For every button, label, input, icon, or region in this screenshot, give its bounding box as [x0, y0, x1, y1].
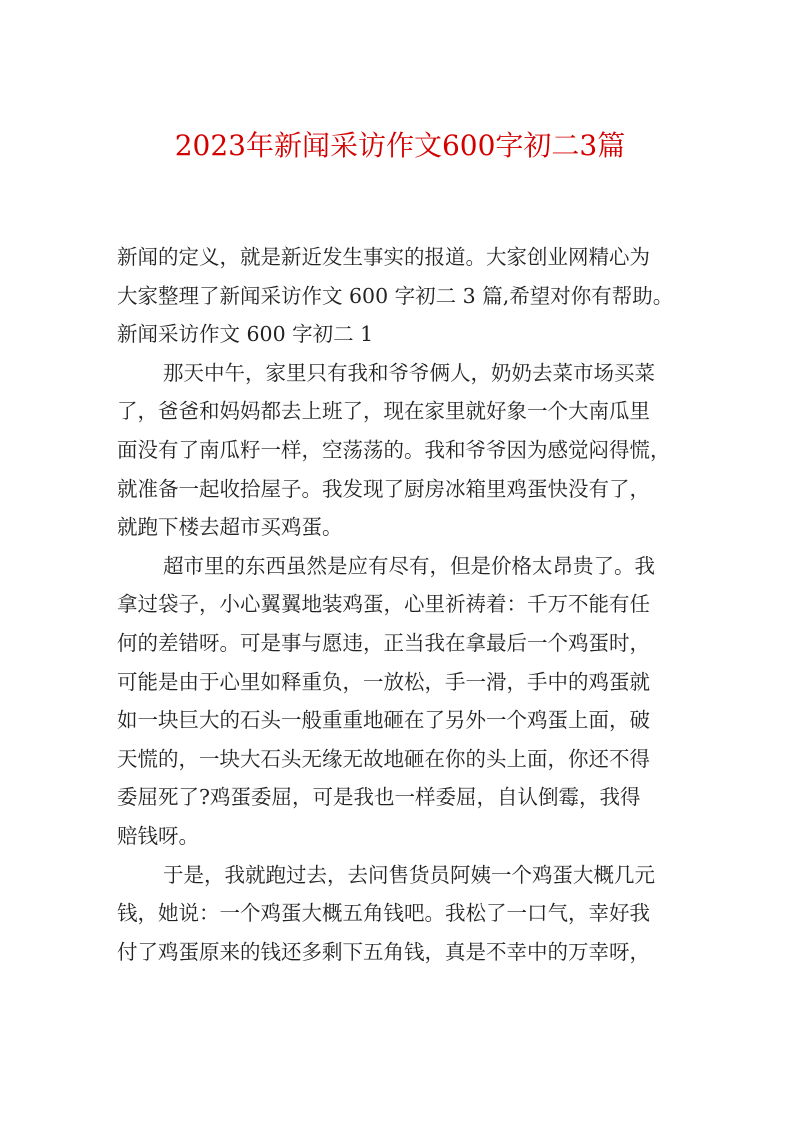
text-line: 大家整理了新闻采访作文 600 字初二 3 篇,希望对你有帮助。: [117, 283, 674, 308]
text-line: 就准备一起收拾屋子。我发现了厨房冰箱里鸡蛋快没有了，: [117, 476, 650, 501]
text-line: 天慌的，一块大石头无缘无故地砸在你的头上面，你还不得: [117, 746, 650, 771]
paragraph-start-line: 超市里的东西虽然是应有尽有，但是价格太昂贵了。我: [163, 553, 655, 578]
text-line: 了，爸爸和妈妈都去上班了，现在家里就好象一个大南瓜里: [117, 399, 650, 424]
text-line: 付了鸡蛋原来的钱还多剩下五角钱，真是不幸中的万幸呀，: [117, 939, 650, 964]
document-body: [117, 238, 687, 971]
paragraph-start-line: 于是，我就跑过去，去问售货员阿姨一个鸡蛋大概几元: [163, 862, 655, 887]
text-line: 何的差错呀。可是事与愿违，正当我在拿最后一个鸡蛋时，: [117, 630, 650, 655]
text-line: 可能是由于心里如释重负，一放松，手一滑，手中的鸡蛋就: [117, 669, 650, 694]
section-heading: 新闻采访作文 600 字初二 1: [117, 322, 374, 347]
text-line: 就跑下楼去超市买鸡蛋。: [117, 515, 343, 540]
text-line: 委屈死了?鸡蛋委屈，可是我也一样委屈，自认倒霉，我得: [117, 785, 641, 810]
text-line: 拿过袋子，小心翼翼地装鸡蛋，心里祈祷着：千万不能有任: [117, 592, 650, 617]
text-line: 如一块巨大的石头一般重重地砸在了另外一个鸡蛋上面，破: [117, 708, 650, 733]
text-line: 新闻的定义，就是新近发生事实的报道。大家创业网精心为: [117, 245, 650, 269]
text-line: 面没有了南瓜籽一样，空荡荡的。我和爷爷因为感觉闷得慌，: [117, 437, 671, 462]
text-line: 钱，她说：一个鸡蛋大概五角钱吧。我松了一口气，幸好我: [117, 901, 650, 926]
document-title: 2023年新闻采访作文600字初二3篇: [174, 129, 626, 162]
paragraph-start-line: 那天中午，家里只有我和爷爷俩人，奶奶去菜市场买菜: [163, 360, 655, 385]
text-line: 赔钱呀。: [117, 823, 199, 848]
